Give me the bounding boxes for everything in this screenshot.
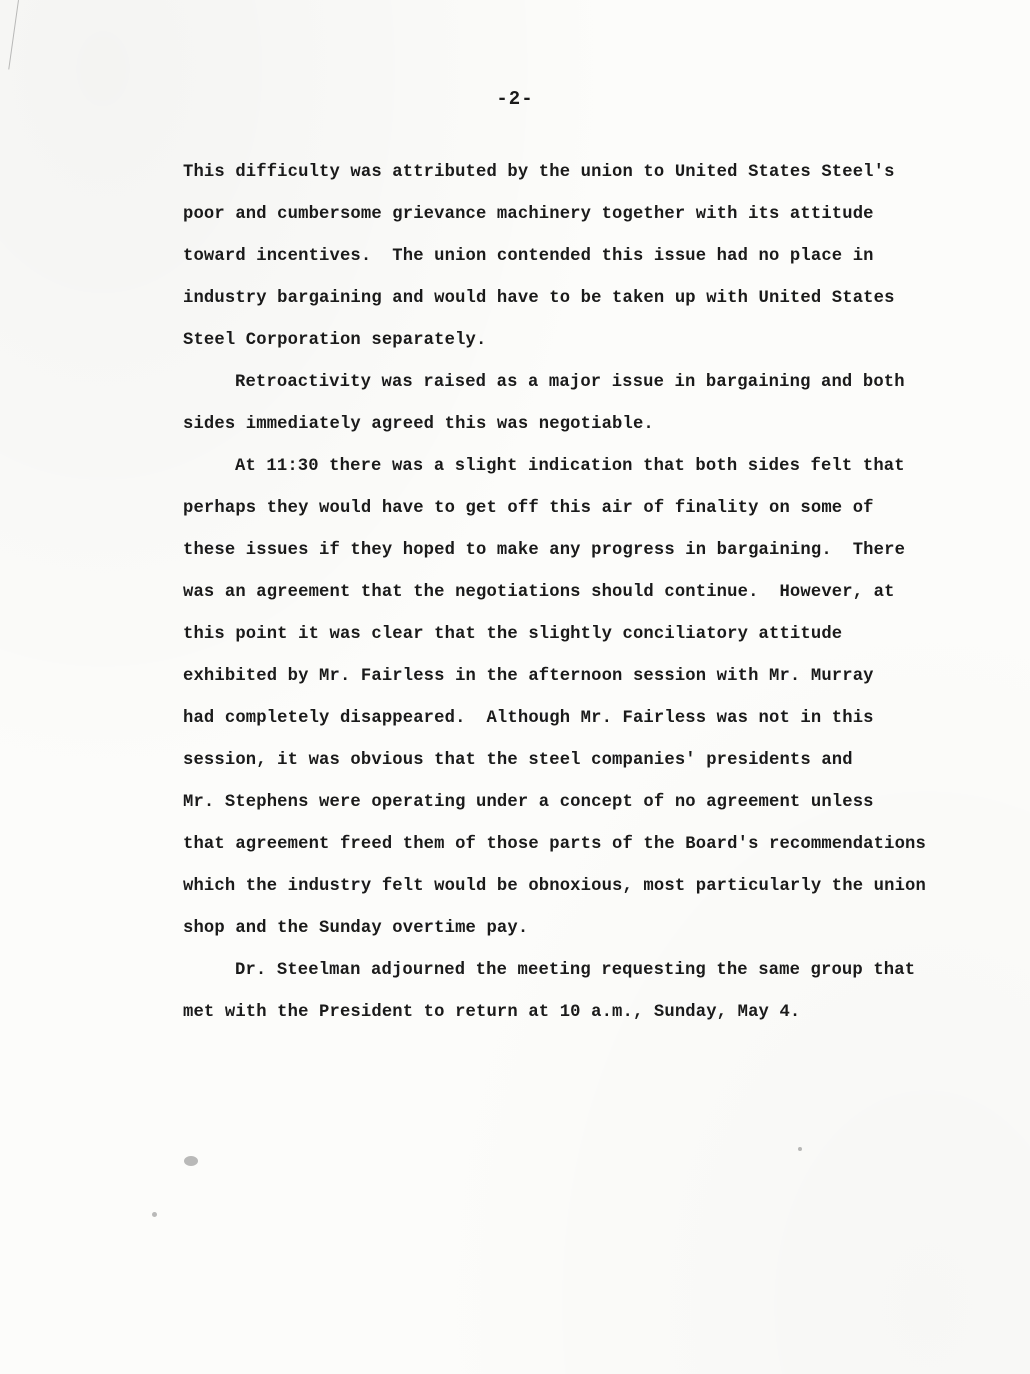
text-line: At 11:30 there was a slight indication that both sides felt that (235, 457, 905, 476)
text-line: was an agreement that the negotiations should continue. However, at (183, 583, 895, 602)
text-line: this point it was clear that the slightly conciliatory attitude (183, 625, 843, 644)
ink-smudge (184, 1156, 198, 1166)
text-line: that agreement freed them of those parts of the Board's recommendations (183, 835, 926, 854)
text-line: met with the President to return at 10 a.m., Sunday, May 4. (183, 1003, 801, 1022)
paragraph-1 (183, 152, 948, 362)
text-line: which the industry felt would be obnoxious, most particularly the union (183, 877, 926, 896)
text-line: Steel Corporation separately. (183, 331, 487, 350)
ink-speck (798, 1147, 802, 1151)
ink-speck (152, 1212, 157, 1217)
text-line: session, it was obvious that the steel companies' presidents and (183, 751, 853, 770)
text-line: Mr. Stephens were operating under a concept of no agreement unless (183, 793, 874, 812)
text-line: This difficulty was attributed by the union to United States Steel's (183, 163, 895, 182)
text-line: perhaps they would have to get off this air of finality on some of (183, 499, 874, 518)
text-line: Dr. Steelman adjourned the meeting requesting the same group that (235, 961, 916, 980)
paragraph-4 (183, 950, 948, 1034)
text-line: these issues if they hoped to make any progress in bargaining. There (183, 541, 906, 560)
text-line: toward incentives. The union contended this issue had no place in (183, 247, 874, 266)
text-line: industry bargaining and would have to be taken up with United States (183, 289, 895, 308)
text-line: Retroactivity was raised as a major issue in bargaining and both (235, 373, 905, 392)
paper-edge-mark (8, 0, 19, 69)
text-line: had completely disappeared. Although Mr. Fairless was not in this (183, 709, 874, 728)
page-number: -2- (496, 88, 534, 110)
document-body (183, 152, 948, 1034)
text-line: poor and cumbersome grievance machinery together with its attitude (183, 205, 874, 224)
text-line: shop and the Sunday overtime pay. (183, 919, 529, 938)
text-line: sides immediately agreed this was negotiable. (183, 415, 654, 434)
text-line: exhibited by Mr. Fairless in the afternoon session with Mr. Murray (183, 667, 874, 686)
paragraph-2 (183, 362, 948, 446)
paragraph-3 (183, 446, 948, 950)
